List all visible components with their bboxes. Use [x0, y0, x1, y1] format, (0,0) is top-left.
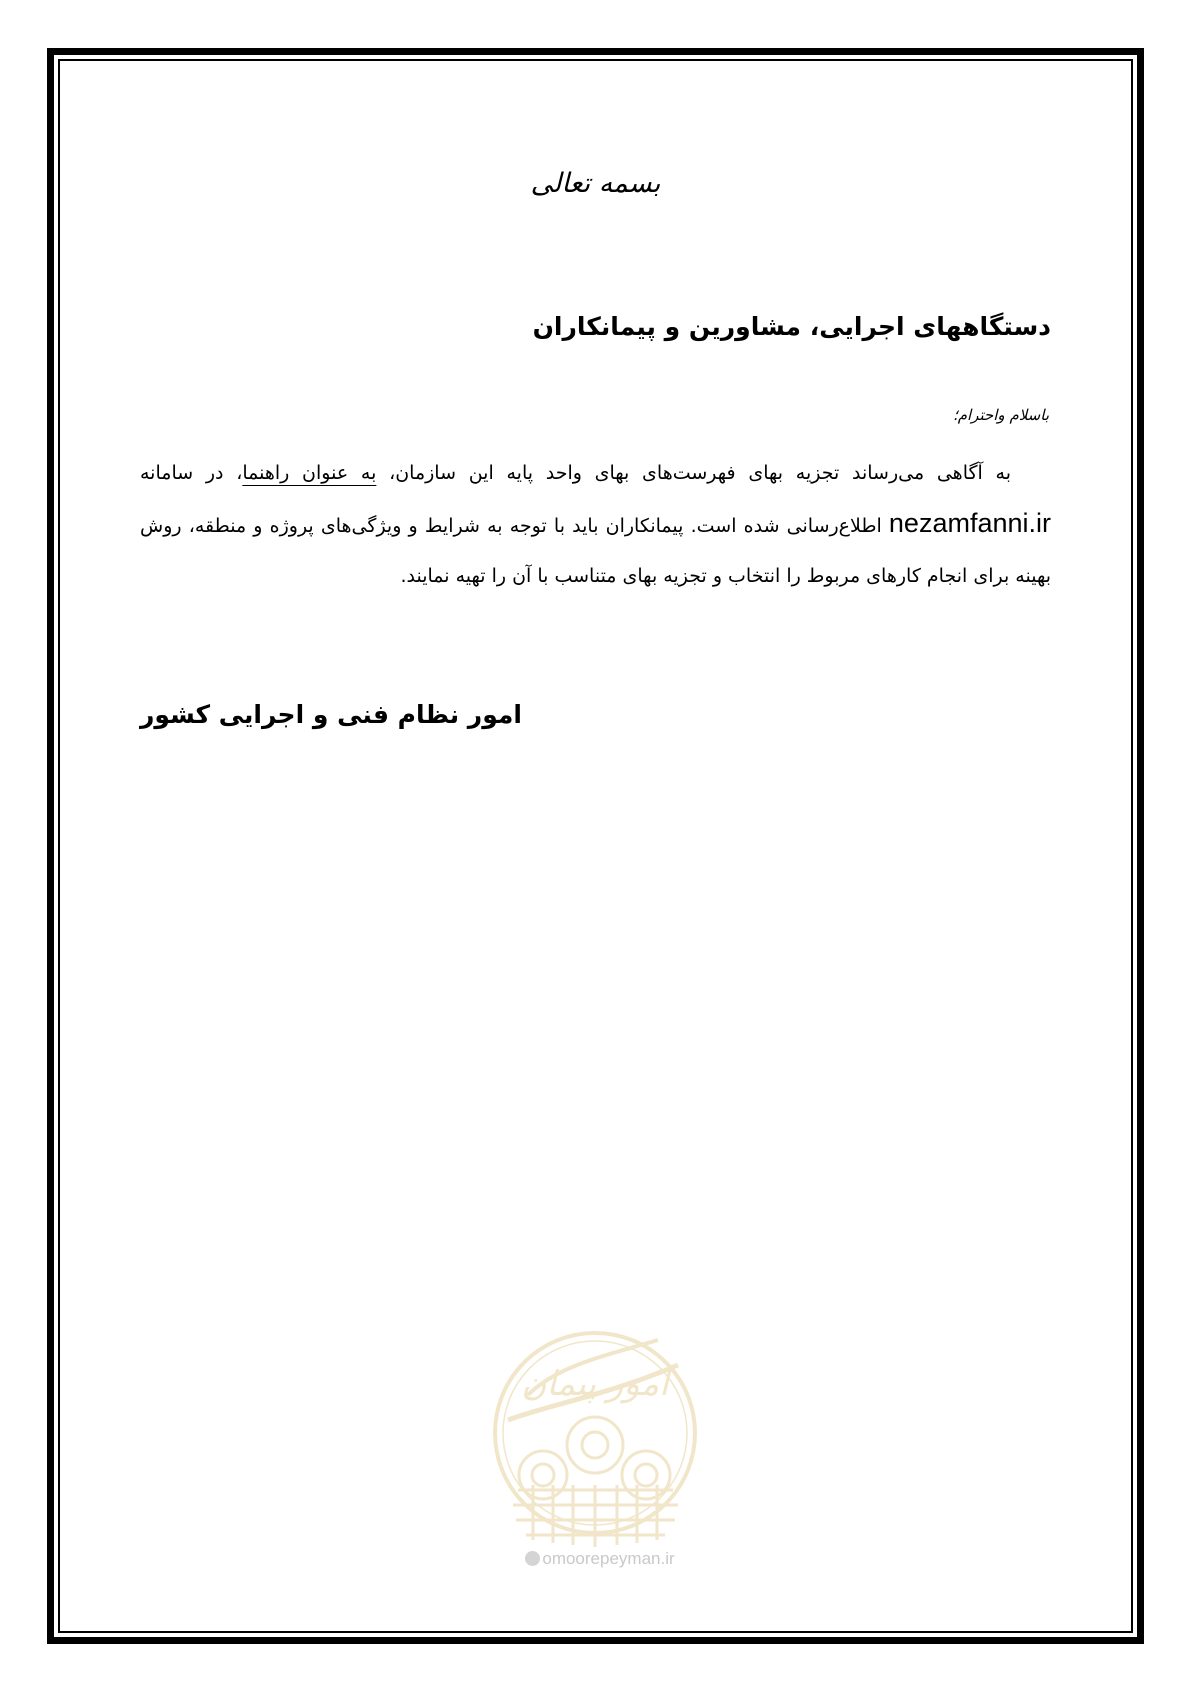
recipients-heading: دستگاههای اجرایی، مشاورین و پیمانکاران: [532, 312, 1051, 341]
signature-organization: امور نظام فنی و اجرایی کشور: [140, 700, 522, 729]
website-name: nezamfanni.ir: [888, 508, 1051, 538]
body-text-part1: به آگاهی می‌رساند تجزیه بهای فهرست‌های بهای واحد پایه این سازمان،: [376, 462, 1012, 484]
letter-body: [140, 448, 1051, 601]
basmala-heading: بسمه تعالی: [530, 168, 661, 199]
body-text-part3: اطلاع‌رسانی شده است. پیمانکاران باید با توجه به شرایط و ویژگی‌های پروژه و منطقه، روش بهینه برای انجام کارهای مربوط را انتخاب و تجزیه بهای متناسب با آن را تهیه نمایند.: [140, 515, 1051, 587]
guide-underlined-text: به عنوان راهنما: [242, 462, 377, 484]
watermark-url: [485, 1549, 715, 1569]
watermark-url-text: omoorepeyman.ir: [542, 1549, 675, 1568]
body-text-part2: ، در سامانه: [140, 462, 243, 484]
at-icon: [525, 1551, 540, 1566]
watermark-logo-text: امور پیمان: [521, 1364, 669, 1404]
greeting-line: باسلام واحترام؛: [952, 406, 1049, 424]
